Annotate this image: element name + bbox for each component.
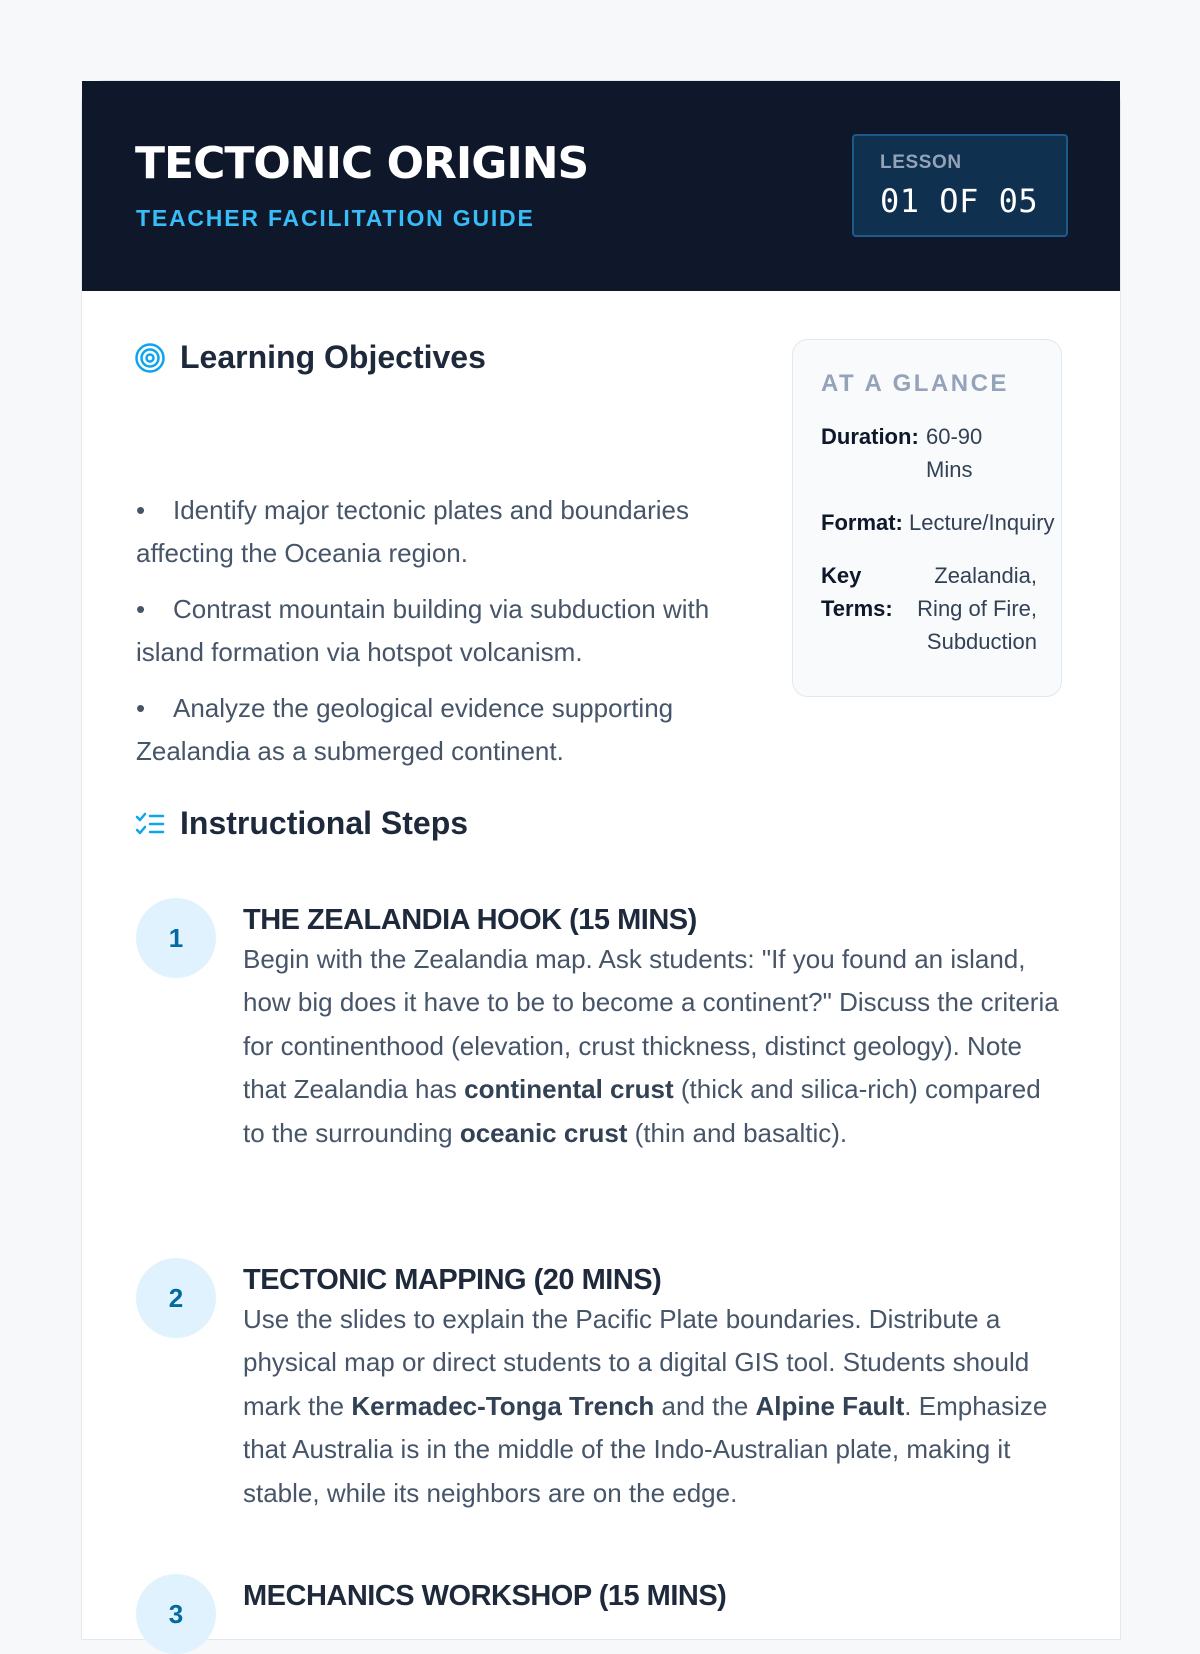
terms-label: Key Terms: [821, 563, 893, 621]
glance-format [821, 506, 1101, 539]
step-text: and the [654, 1390, 756, 1421]
lesson-card [81, 80, 1121, 1640]
lesson-counter [852, 134, 1068, 237]
list-item: • Contrast mountain building via subduction with island formation via hotspot volcanism. [136, 594, 710, 667]
step-text: Use the slides to explain the Pacific Plate boundaries. Distribute a physical map or direct students to a digital GIS tool. Students should mark the [243, 1304, 1030, 1421]
lesson-header [82, 81, 1120, 291]
target-icon [134, 342, 166, 374]
objective-text: Analyze the geological evidence supporting Zealandia as a submerged continent. [136, 693, 674, 766]
checklist-icon [134, 808, 166, 840]
objectives-heading-row [134, 339, 486, 376]
step-text: (thin and basaltic). [627, 1117, 848, 1148]
objective-text: Contrast mountain building via subduction with island formation via hotspot volcanism. [136, 594, 710, 667]
duration-label: Duration: [821, 424, 919, 449]
step-emphasis: Alpine Fault [755, 1390, 905, 1421]
step-title: MECHANICS WORKSHOP (15 MINS) [243, 1580, 727, 1612]
step-number-badge: 2 [136, 1258, 216, 1338]
objectives-list [136, 489, 736, 786]
step-body [243, 938, 1063, 1155]
step-emphasis: continental crust [464, 1074, 674, 1105]
step-title: THE ZEALANDIA HOOK (15 MINS) [243, 904, 697, 936]
lesson-value: 01 OF 05 [880, 182, 1039, 220]
objective-text: Identify major tectonic plates and boundaries affecting the Oceania region. [136, 495, 689, 568]
lesson-label: LESSON [880, 152, 962, 173]
duration-value: 60-90 Mins [926, 424, 983, 482]
step-number-badge: 1 [136, 898, 216, 978]
step-text: (thick and silica-rich) compared to the surrounding [243, 1074, 1041, 1148]
step-text: . Emphasize that Australia is in the middle of the Indo-Australian plate, making it stable, while its neighbors are on the edge. [243, 1390, 1048, 1508]
list-item: • Identify major tectonic plates and boundaries affecting the Oceania region. [136, 495, 689, 568]
step-emphasis: oceanic crust [459, 1117, 628, 1148]
page-subtitle: TEACHER FACILITATION GUIDE [136, 205, 535, 231]
objectives-heading: Learning Objectives [180, 339, 486, 375]
step-text: Begin with the Zealandia map. Ask students: "If you found an island, how big does it have to be to become a continent?" Discuss the criteria for continenthood (elevation, crust thickness, distinct geology). Note that Zealandia has [243, 944, 1059, 1105]
step-title: TECTONIC MAPPING (20 MINS) [243, 1264, 662, 1296]
glance-title: AT A GLANCE [821, 370, 1009, 397]
terms-value: Zealandia, Ring of Fire, Subduction [917, 563, 1037, 654]
at-a-glance-panel [792, 339, 1062, 697]
step-emphasis: Kermadec-Tonga Trench [351, 1390, 655, 1421]
glance-terms [821, 559, 1037, 658]
format-label: Format: [821, 510, 903, 535]
step-body [243, 1298, 1063, 1515]
step-number-badge: 3 [136, 1574, 216, 1654]
list-item: • Analyze the geological evidence supporting Zealandia as a submerged continent. [136, 693, 674, 766]
steps-heading: Instructional Steps [180, 805, 469, 841]
steps-heading-row [134, 805, 468, 842]
glance-duration [821, 420, 1061, 486]
page-title: TECTONIC ORIGINS [135, 138, 589, 189]
format-value: Lecture/Inquiry [909, 510, 1055, 535]
